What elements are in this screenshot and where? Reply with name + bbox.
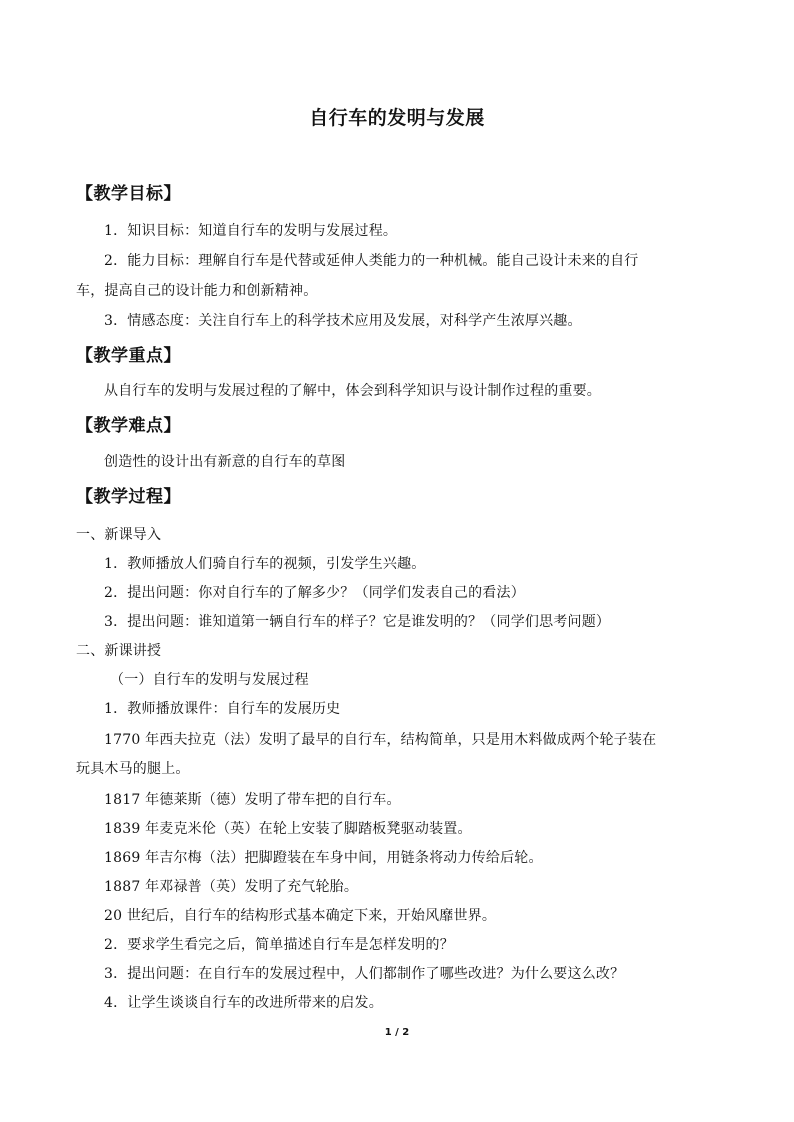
goal-item-3: 3．情感态度：关注自行车上的科学技术应用及发展，对科学产生浓厚兴趣。 — [104, 313, 582, 329]
goal-item-1: 1．知识目标：知道自行车的发明与发展过程。 — [104, 223, 398, 239]
goal-item-2: 2．能力目标：理解自行车是代替或延伸人类能力的一种机械。能自己设计未来的自行 — [104, 253, 639, 269]
goals-heading: 【教学目标】 — [76, 184, 181, 204]
process-line: 1．教师播放课件：自行车的发展历史 — [104, 701, 341, 717]
history-20th-century: 20 世纪后，自行车的结构形式基本确定下来，开始风靡世界。 — [104, 908, 497, 924]
history-1839: 1839 年麦克米伦（英）在轮上安装了脚踏板凳驱动装置。 — [104, 821, 472, 837]
goal-item-2-continued: 车，提高自己的设计能力和创新精神。 — [76, 283, 318, 299]
process-line: 2．要求学生看完之后，简单描述自行车是怎样发明的？ — [104, 937, 454, 953]
document-title: 自行车的发明与发展 — [309, 107, 485, 129]
history-1770-continued: 玩具木马的腿上。 — [76, 761, 190, 777]
history-1869: 1869 年吉尔梅（法）把脚蹬装在车身中间，用链条将动力传给后轮。 — [104, 850, 543, 866]
process-part-intro: 一、新课导入 — [76, 527, 162, 543]
process-line: 3．提出问题：谁知道第一辆自行车的样子？它是谁发明的？（同学们思考问题） — [104, 614, 611, 630]
history-1770: 1770 年西夫拉克（法）发明了最早的自行车，结构简单，只是用木料做成两个轮子装在 — [104, 732, 657, 748]
process-heading: 【教学过程】 — [76, 487, 181, 507]
process-subsection: （一）自行车的发明与发展过程 — [110, 672, 309, 688]
process-line: 3．提出问题：在自行车的发展过程中，人们都制作了哪些改进？为什么要这么改？ — [104, 966, 625, 982]
history-1887: 1887 年邓禄普（英）发明了充气轮胎。 — [104, 879, 359, 895]
process-line: 2．提出问题：你对自行车的了解多少？（同学们发表自己的看法） — [104, 585, 525, 601]
difficulty-text: 创造性的设计出有新意的自行车的草图 — [104, 454, 346, 470]
process-line: 4．让学生谈谈自行车的改进所带来的启发。 — [104, 995, 383, 1011]
difficulty-heading: 【教学难点】 — [76, 416, 181, 436]
process-part-teaching: 二、新课讲授 — [76, 643, 162, 659]
focus-heading: 【教学重点】 — [76, 346, 181, 366]
process-line: 1．教师播放人们骑自行车的视频，引发学生兴趣。 — [104, 556, 426, 572]
page-number: 1 / 2 — [384, 1027, 410, 1038]
focus-text: 从自行车的发明与发展过程的了解中，体会到科学知识与设计制作过程的重要。 — [104, 383, 601, 399]
history-1817: 1817 年德莱斯（德）发明了带车把的自行车。 — [104, 792, 401, 808]
